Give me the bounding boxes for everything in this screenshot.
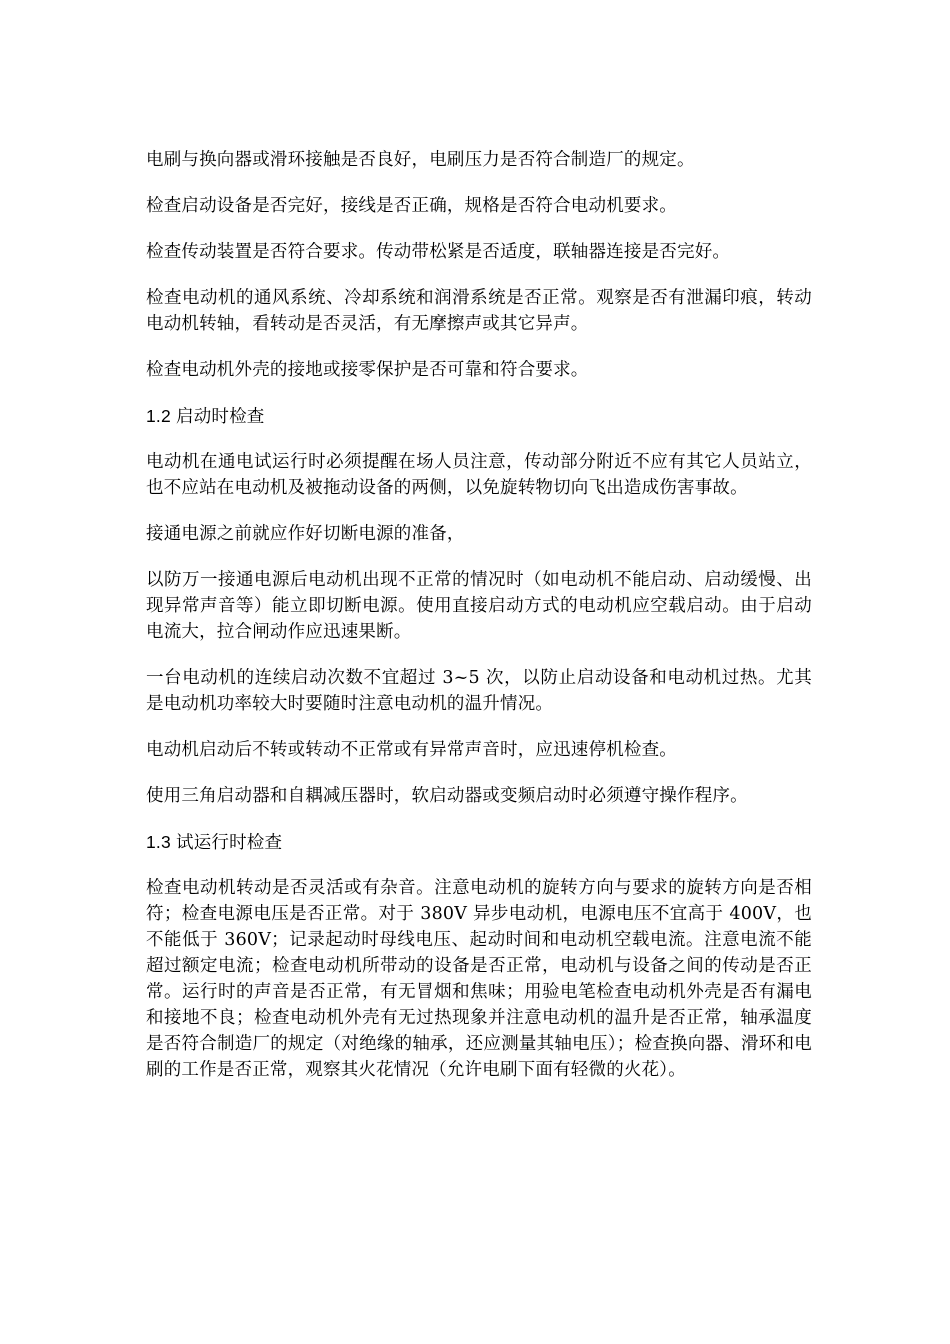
section-heading-startup-check: 1.2 启动时检查	[146, 406, 265, 426]
paragraph-transmission: 检查传动装置是否符合要求。传动带松紧是否适度，联轴器连接是否完好。	[146, 242, 731, 262]
paragraph-abnormal-startup: 以防万一接通电源后电动机出现不正常的情况时（如电动机不能启动、启动缓慢、出现异常声音等）能立即切断电源。使用直接启动方式的电动机应空载启动。由于启动电流大，拉合闸动作应迅速果断。	[146, 570, 812, 642]
paragraph-starter-procedure: 使用三角启动器和自耦减压器时，软启动器或变频启动时必须遵守操作程序。	[146, 786, 748, 806]
document-body	[146, 147, 812, 1103]
paragraph-power-cutoff-prep: 接通电源之前就应作好切断电源的准备，	[146, 524, 465, 544]
paragraph-stop-on-fault: 电动机启动后不转或转动不正常或有异常声音时，应迅速停机检查。	[146, 740, 677, 760]
paragraph-trial-run-details: 检查电动机转动是否灵活或有杂音。注意电动机的旋转方向与要求的旋转方向是否相符；检查电源电压是否正常。对于 380V 异步电动机，电源电压不宜高于 400V，也不能低于 360V；记录起动时母线电压、起动时间和电动机空载电流。注意电流不能超过额定电流；检查电动机所带动的设备是否正常，电动机与设备之间的传动是否正常。运行时的声音是否正常，有无冒烟和焦味；用验电笔检查电动机外壳是否有漏电和接地不良；检查电动机外壳有无过热现象并注意电动机的温升是否正常，轴承温度是否符合制造厂的规定（对绝缘的轴承，还应测量其轴电压）；检查换向器、滑环和电刷的工作是否正常，观察其火花情况（允许电刷下面有轻微的火花）。	[146, 878, 812, 1080]
paragraph-safety-warning: 电动机在通电试运行时必须提醒在场人员注意，传动部分附近不应有其它人员站立，也不应站在电动机及被拖动设备的两侧，以免旋转物切向飞出造成伤害事故。	[146, 452, 812, 498]
paragraph-ventilation-cooling: 检查电动机的通风系统、冷却系统和润滑系统是否正常。观察是否有泄漏印痕，转动电动机转轴，看转动是否灵活，有无摩擦声或其它异声。	[146, 288, 812, 334]
section-heading-trial-run-check: 1.3 试运行时检查	[146, 832, 283, 852]
paragraph-starting-equipment: 检查启动设备是否完好，接线是否正确，规格是否符合电动机要求。	[146, 196, 677, 216]
paragraph-brush-contact: 电刷与换向器或滑环接触是否良好，电刷压力是否符合制造厂的规定。	[146, 150, 695, 170]
paragraph-grounding: 检查电动机外壳的接地或接零保护是否可靠和符合要求。	[146, 360, 589, 380]
paragraph-start-count-limit: 一台电动机的连续启动次数不宜超过 3~5 次，以防止启动设备和电动机过热。尤其是电动机功率较大时要随时注意电动机的温升情况。	[146, 668, 812, 714]
